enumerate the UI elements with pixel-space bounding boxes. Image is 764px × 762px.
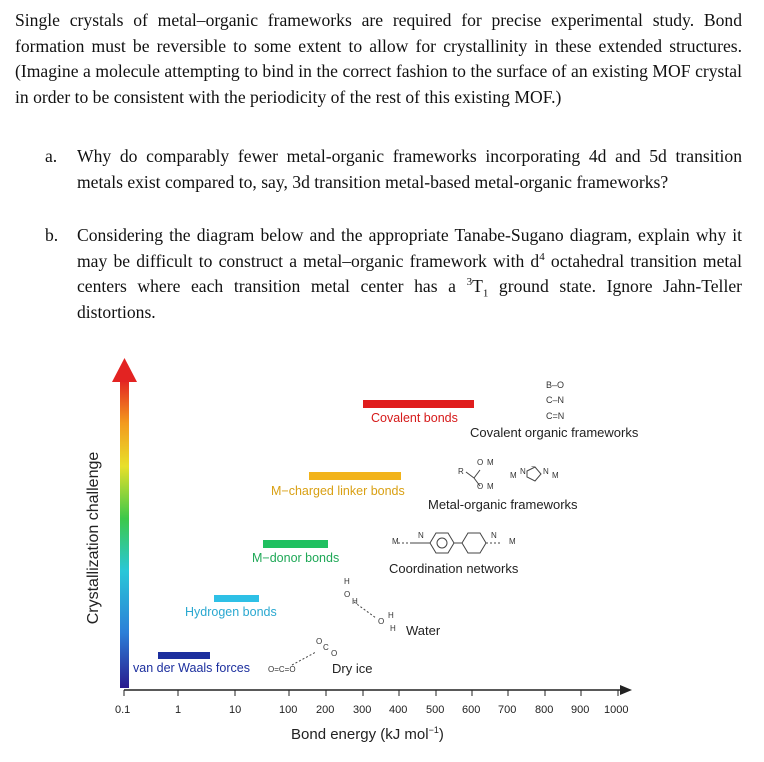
x-tick-label: 0.1 bbox=[115, 704, 131, 716]
struct-atom-m: M bbox=[487, 458, 494, 467]
figure-graphics bbox=[0, 340, 764, 762]
struct-atom-n: N bbox=[491, 531, 497, 540]
x-tick-label: 600 bbox=[462, 704, 481, 716]
x-tick-label: 700 bbox=[498, 704, 517, 716]
water-label: Water bbox=[406, 623, 441, 638]
x-tick-label: 10 bbox=[229, 704, 242, 716]
struct-atom-h: H bbox=[388, 611, 394, 620]
cof-bond-c-n: C–N bbox=[546, 395, 565, 405]
hydrogen-bond-bar bbox=[214, 595, 259, 602]
y-axis-gradient-bar bbox=[120, 380, 129, 688]
struct-atom-o: O bbox=[316, 637, 323, 646]
x-tick-label: 1 bbox=[175, 704, 182, 716]
coordination-networks-label: Coordination networks bbox=[389, 561, 519, 576]
struct-charge-minus: − bbox=[531, 464, 536, 471]
intro-paragraph: Single crystals of metal–organic frameworks are required for precise experimental study. Bond formation must be reversible to some extent to allow for crystallinity in these extended structures. (Imagine a molecule attempting to bind in the correct fashion to the surface of an existing MOF crystal in order to be consistent with the periodicity of the rest of this existing MOF.) bbox=[15, 10, 742, 107]
struct-atom-o: O bbox=[378, 617, 385, 626]
x-tick-label: 200 bbox=[316, 704, 335, 716]
struct-atom-m: M bbox=[392, 537, 399, 546]
x-axis-label bbox=[291, 726, 444, 742]
cof-bond-b-o: B–O bbox=[546, 380, 565, 390]
struct-atom-o: O bbox=[477, 458, 484, 467]
x-tick-label: 800 bbox=[535, 704, 554, 716]
x-tick-label: 100 bbox=[279, 704, 298, 716]
covalent-bond-bar bbox=[363, 400, 474, 408]
van-der-waals-label: van der Waals forces bbox=[133, 661, 250, 675]
struct-atom-m: M bbox=[509, 537, 516, 546]
x-axis-label-close: ) bbox=[438, 726, 444, 743]
d-electron-count: 4 bbox=[539, 250, 545, 263]
struct-atom-o: O bbox=[477, 482, 484, 491]
cof-label: Covalent organic frameworks bbox=[470, 425, 639, 440]
term-subscript: 1 bbox=[482, 287, 489, 300]
struct-atom-m: M bbox=[510, 471, 517, 480]
struct-atom-n: N bbox=[520, 467, 526, 476]
dry-ice-label: Dry ice bbox=[332, 661, 373, 676]
part-b-question bbox=[77, 223, 742, 325]
struct-co2-left: O=C=O bbox=[268, 665, 296, 674]
struct-atom-c: C bbox=[323, 643, 329, 652]
struct-atom-m: M bbox=[487, 482, 494, 491]
term-symbol: T bbox=[472, 276, 483, 297]
m-charged-linker-bar bbox=[309, 472, 401, 480]
struct-atom-h: H bbox=[344, 577, 350, 586]
part-b-text-3: ground state. Ignore Jahn-Teller distortions. bbox=[77, 276, 742, 322]
problem-text bbox=[0, 0, 764, 340]
bond-energy-figure bbox=[0, 340, 764, 762]
struct-atom-n: N bbox=[543, 467, 549, 476]
term-multiplicity: 3 bbox=[466, 276, 473, 289]
struct-atom-r: R bbox=[458, 467, 464, 476]
part-a-label: a. bbox=[45, 146, 58, 166]
hydrogen-bond-label: Hydrogen bonds bbox=[185, 605, 277, 619]
x-tick-label: 400 bbox=[389, 704, 408, 716]
covalent-bond-label: Covalent bonds bbox=[371, 411, 458, 425]
x-axis-label-exponent: −1 bbox=[428, 725, 439, 735]
x-tick-label: 1000 bbox=[604, 704, 629, 716]
van-der-waals-bar bbox=[158, 652, 210, 659]
struct-atom-m: M bbox=[552, 471, 559, 480]
part-b-text-2: octahedral transition metal centers where each transition metal center has a bbox=[77, 250, 743, 297]
mof-label: Metal-organic frameworks bbox=[428, 497, 578, 512]
struct-atom-o: O bbox=[344, 590, 351, 599]
part-b-label: b. bbox=[45, 225, 59, 245]
m-donor-bond-bar bbox=[263, 540, 328, 548]
y-axis-arrowhead bbox=[112, 358, 137, 382]
struct-atom-h: H bbox=[390, 624, 396, 633]
m-charged-linker-label: M−charged linker bonds bbox=[271, 484, 405, 498]
y-axis-label: Crystallization challenge bbox=[85, 451, 102, 625]
m-donor-bond-label: M−donor bonds bbox=[252, 551, 340, 565]
x-tick-label: 300 bbox=[353, 704, 372, 716]
struct-atom-h: H bbox=[352, 597, 358, 606]
struct-atom-o: O bbox=[331, 649, 338, 658]
x-tick-label: 500 bbox=[426, 704, 445, 716]
cof-bond-c-double-n: C=N bbox=[546, 411, 565, 421]
part-a-question: Why do comparably fewer metal-organic frameworks incorporating 4d and 5d transition metals exist compared to, say, 3d transition metal-based metal-organic frameworks? bbox=[77, 146, 742, 192]
part-b-text-1: Considering the diagram below and the appropriate Tanabe-Sugano diagram, explain why it may be difficult to construct a metal–organic framework with d bbox=[77, 225, 742, 271]
struct-atom-n: N bbox=[418, 531, 424, 540]
x-axis-arrowhead bbox=[620, 685, 632, 695]
x-axis-label-text: Bond energy (kJ mol bbox=[291, 726, 429, 743]
x-axis-ticks bbox=[124, 690, 618, 696]
x-tick-label: 900 bbox=[571, 704, 590, 716]
